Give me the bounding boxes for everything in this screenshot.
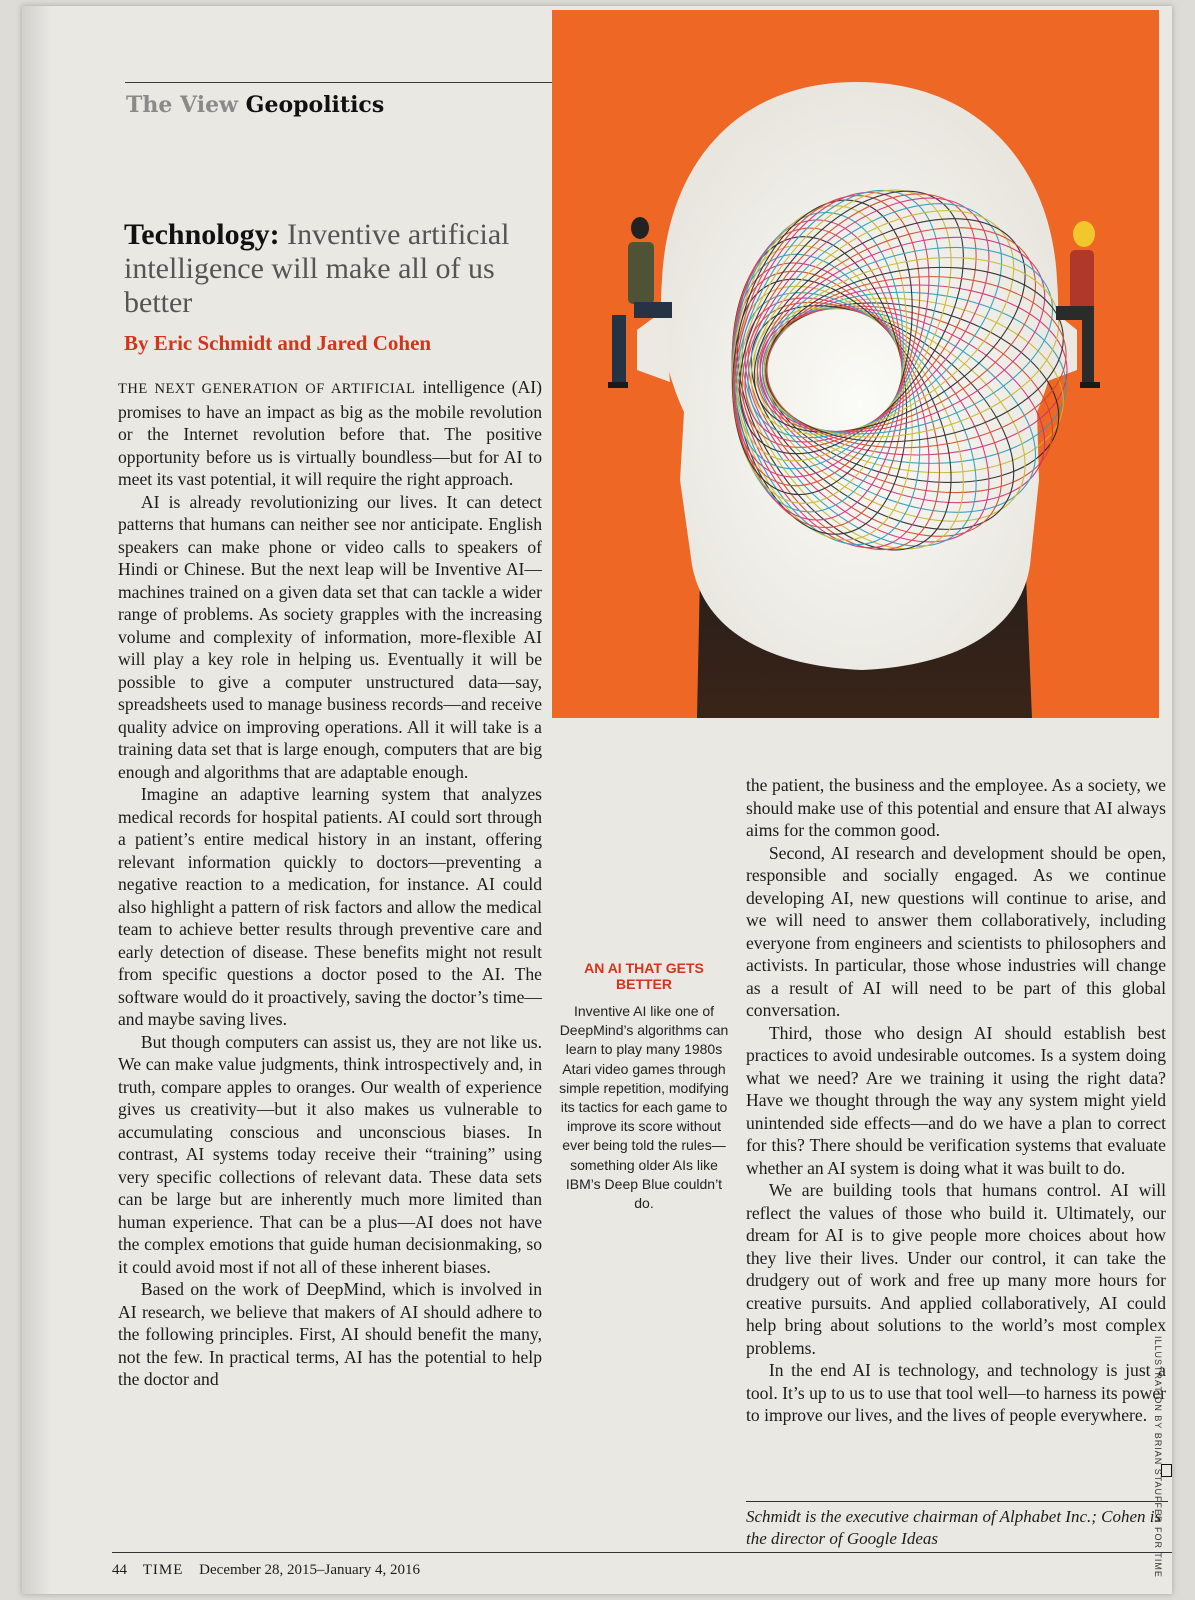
lead-caps: THE NEXT GENERATION OF ARTIFICIAL — [118, 381, 416, 397]
article-paragraph: But though computers can assist us, they are not like us. We can make value judgments, think introspectively and, in truth, compare apples to oranges. Our wealth of experience gives us creativity—but it also makes us vulnerable to accumulating conscious and unconscious biases. In contrast, AI systems today receive their “training” using very specific collections of relevant data. These data sets can be large but are inherently much more limited than human experience. That can be a plus—AI does not have the complex emotions that guide human decisionmaking, so it could avoid most if not all of these inherent biases. — [118, 1031, 542, 1277]
issue-date: December 28, 2015–January 4, 2016 — [199, 1562, 420, 1578]
illustration — [552, 10, 1159, 718]
head-shape — [661, 82, 1058, 670]
magazine-name: TIME — [142, 1562, 184, 1578]
sidebar-body: Inventive AI like one of DeepMind’s algorithms can learn to play many 1980s Atari video games through simple repetition, modifying its tactics for each game to improve its score without ever being told the rules—something older AIs like IBM’s Deep Blue couldn’t do. — [559, 1003, 729, 1212]
article-paragraph: In the end AI is technology, and technology is just a tool. It’s up to us to use that tool well—to harness its power to improve our lives, and the lives of people everywhere. — [746, 1360, 1166, 1425]
article-column-right — [746, 774, 1166, 1427]
section-header — [126, 92, 384, 118]
article-column-left — [118, 376, 542, 1391]
illustration-credit: ILLUSTRATION BY BRIAN STAUFFER FOR TIME — [1153, 1336, 1163, 1578]
section-prefix: The View — [126, 92, 238, 118]
headline-kicker: Technology: — [124, 218, 280, 251]
article-paragraph: Third, those who design AI should establish best practices to avoid undesirable outcomes. Is a system doing what we need? Are we training it using the right data? Have we thought through the way any system might yield unintended side effects—and do we have a plan to correct for this? There should be verification systems that evaluate whether an AI system is doing what it was built to do. — [746, 1022, 1166, 1178]
byline: By Eric Schmidt and Jared Cohen — [124, 331, 432, 355]
section-name: Geopolitics — [245, 92, 385, 118]
page-footer — [112, 1562, 432, 1579]
article-paragraph: THE NEXT GENERATION OF ARTIFICIAL intelligence (AI) promises to have an impact as big as the mobile revolution or the Internet revolution before that. The positive opportunity before us is virtually boundless—but for AI to meet its vast potential, it will require the right approach. — [118, 377, 542, 489]
sidebar — [558, 960, 730, 1213]
header-rule — [125, 82, 577, 83]
page-number: 44 — [112, 1562, 127, 1578]
article-paragraph: AI is already revolutionizing our lives. It can detect patterns that humans can neither see nor anticipate. English speakers can make phone or video calls to speakers of Hindi or Chinese. But the next leap will be Inventive AI—machines trained on a given data set that can tackle a wider range of problems. As society grapples with the increasing volume and complexity of information, more-flexible AI will play a key role in helping us. Eventually it will be possible to give a computer unstructured data—say, spreadsheets used to manage business records—and receive quality advice on improving operations. All it will take is a training data set that is large enough, computers that are big enough and algorithms that are adaptable enough. — [118, 491, 542, 782]
article-paragraph: Imagine an adaptive learning system that analyzes medical records for hospital patients. AI could sort through a patient’s entire medical history in an instant, offering relevant information quickly to doctors—preventing a negative reaction to a medication, for instance. AI could also highlight a pattern of risk factors and allow the medical team to achieve better results through preventive care and early detection of disease. These benefits might not result from specific questions a doctor posed to the AI. The software would do it proactively, saving the doctor’s time—and maybe saving lives. — [118, 784, 542, 1029]
article-paragraph: Second, AI research and development should be open, responsible and socially engaged. As we continue developing AI, new questions will continue to arise, and we will need to answer them collaboratively, including everyone from engineers and scientists to philosophers and activists. In particular, those whose industries will change as a result of AI will need to be part of this global conversation. — [746, 842, 1166, 1020]
headline — [124, 218, 534, 320]
footer-rule — [112, 1552, 1172, 1553]
bio-rule — [746, 1501, 1168, 1502]
article-paragraph: the patient, the business and the employee. As a society, we should make use of this potential and ensure that AI always aims for the common good. — [746, 775, 1166, 840]
head-illustration — [552, 10, 1159, 718]
sidebar-title: AN AI THAT GETS BETTER — [584, 960, 704, 992]
author-bio: Schmidt is the executive chairman of Alphabet Inc.; Cohen is the director of Google Ideas — [746, 1507, 1162, 1548]
headline-text: Inventive artificial intelligence will make all of us better — [124, 218, 510, 319]
article-paragraph: We are building tools that humans control. AI will reflect the values of those who build it. Ultimately, our dream for AI is to give people more choices about how they live their lives. Under our control, it can take the drudgery out of work and free up many more hours for creative pursuits. And applied collaboratively, AI could help bring about solutions to the world’s most complex problems. — [746, 1180, 1166, 1358]
article-paragraph: Based on the work of DeepMind, which is involved in AI research, we believe that makers of AI should adhere to the following principles. First, AI should benefit the many, not the few. In practical terms, AI has the potential to help the doctor and — [118, 1279, 542, 1389]
